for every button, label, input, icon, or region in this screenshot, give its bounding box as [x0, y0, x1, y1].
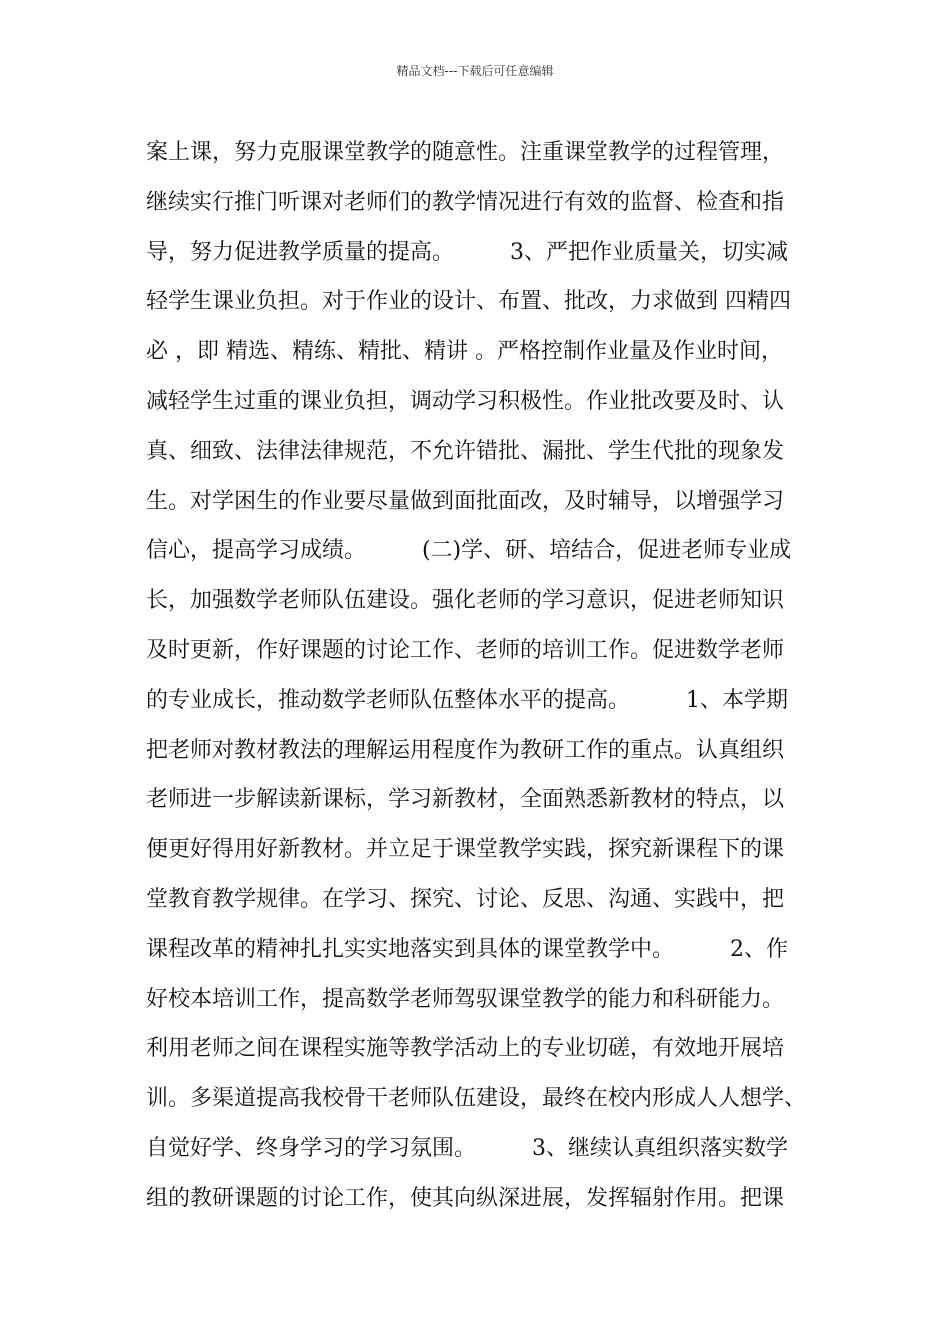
text-line: 便更好得用好新教材。并立足于课堂教学实践，探究新课程下的课	[146, 837, 785, 863]
text-line: 及时更新，作好课题的讨论工作、老师的培训工作。促进数学老师	[146, 637, 785, 663]
text-line: 信心，提高学习成绩。 (二)学、研、培结合，促进老师专业成	[146, 538, 792, 564]
text-line: 生。对学困生的作业要尽量做到面批面改，及时辅导，以增强学习	[146, 488, 785, 514]
text-line: 真、细致、法律法律规范，不允许错批、漏批、学生代批的现象发	[146, 438, 785, 464]
text-line: 组的教研课题的讨论工作，使其向纵深进展，发挥辐射作用。把课	[146, 1185, 785, 1211]
text-line: 堂教育教学规律。在学习、探究、讨论、反思、沟通、实践中，把	[146, 886, 785, 912]
page-header: 精品文档---下载后可任意编辑	[396, 64, 554, 78]
text-line: 案上课，努力克服课堂教学的随意性。注重课堂教学的过程管理，	[146, 140, 785, 165]
text-line: 训。多渠道提高我校骨干老师队伍建设，最终在校内形成人人想学、	[146, 1086, 807, 1112]
text-line: 课程改革的精神扎扎实实地落实到具体的课堂教学中。 2、作	[146, 936, 788, 962]
text-line: 利用老师之间在课程实施等教学活动上的专业切磋，有效地开展培	[146, 1036, 785, 1062]
text-line: 自觉好学、终身学习的学习氛围。 3、继续认真组织落实数学	[146, 1135, 788, 1161]
text-line: 长，加强数学老师队伍建设。强化老师的学习意识，促进老师知识	[146, 588, 785, 614]
text-line: 继续实行推门听课对老师们的教学情况进行有效的监督、检查和指	[146, 189, 785, 215]
document-body	[146, 128, 826, 1224]
text-line: 把老师对教材教法的理解运用程度作为教研工作的重点。认真组织	[146, 737, 785, 763]
text-line: 必 ，即 精选、精练、精批、精讲 。严格控制作业量及作业时间，	[146, 339, 783, 365]
text-line: 轻学生课业负担。对于作业的设计、布置、批改，力求做到 四精四	[146, 289, 791, 315]
text-line: 好校本培训工作，提高数学老师驾驭课堂教学的能力和科研能力。	[146, 986, 785, 1012]
text-line: 减轻学生过重的课业负担，调动学习积极性。作业批改要及时、认	[146, 388, 785, 414]
text-line: 导，努力促进教学质量的提高。 3、严把作业质量关，切实减	[146, 239, 788, 265]
text-line: 的专业成长，推动数学老师队伍整体水平的提高。 1、本学期	[146, 687, 788, 713]
text-line: 老师进一步解读新课标，学习新教材，全面熟悉新教材的特点，以	[146, 787, 785, 813]
